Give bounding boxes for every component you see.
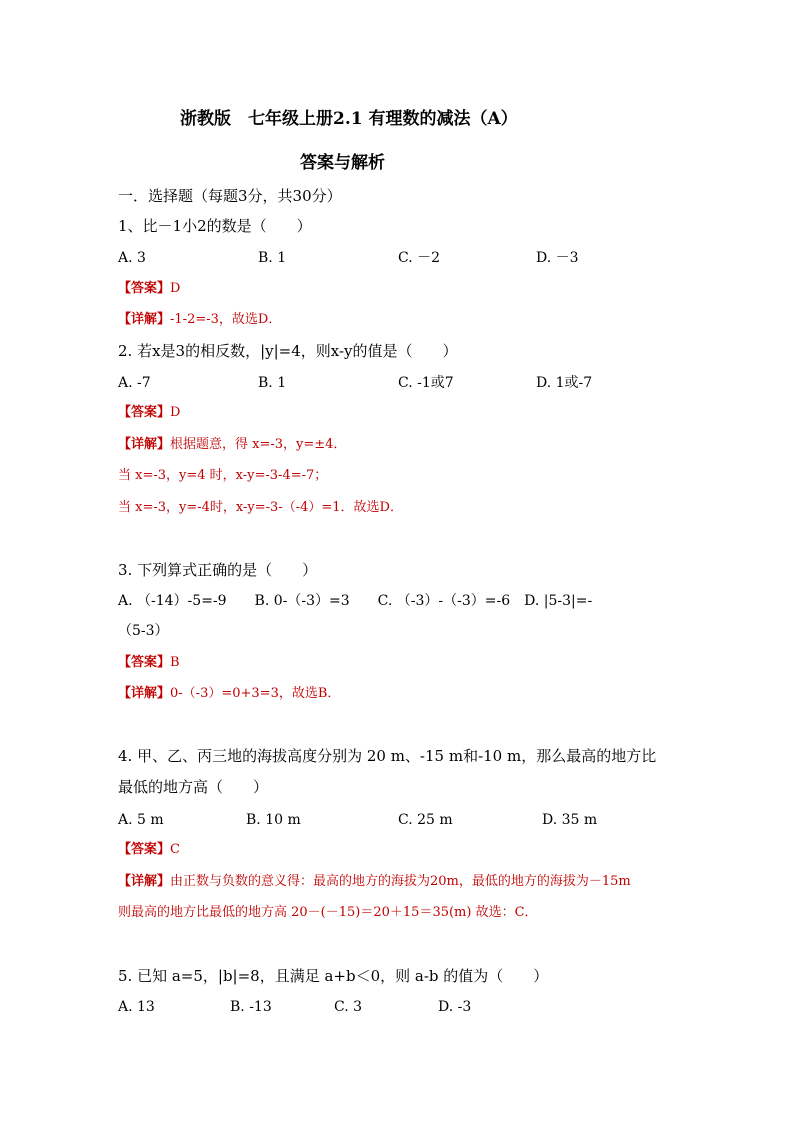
question-3-detail (118, 684, 340, 704)
document-title: 浙教版 七年级上册2.1 有理数的减法（A） (180, 109, 518, 129)
question-3-options: A. （-14）-5=-9 B. 0-（-3）=3 C. （-3）-（-3）=-6 D. |5-3|=- (118, 593, 593, 609)
option-d: D. －3 (536, 250, 579, 266)
question-4-detail (118, 872, 631, 892)
question-3-options-continued: （5-3） (118, 623, 169, 639)
detail-text: -1-2=-3，故选D． (170, 312, 282, 327)
option-c: C. -1或7 (398, 375, 454, 391)
option-d: D. -3 (438, 999, 472, 1015)
option-d: D. 1或-7 (536, 375, 593, 391)
detail-label: 【详解】 (118, 874, 171, 889)
option-b: B. 1 (258, 250, 287, 266)
question-4-detail-line-2: 则最高的地方比最低的地方高 20－(－15)＝20＋15＝35(m) 故选：C． (118, 905, 538, 920)
answer-label: 【答案】 (118, 405, 171, 420)
option-b: B. -13 (230, 999, 272, 1015)
question-1-stem: 1、比－1小2的数是（ ） (118, 217, 312, 235)
option-d: D. 35 m (542, 812, 598, 828)
question-2-detail-line-2: 当 x=-3，y=4 时，x-y=-3-4=-7； (118, 468, 328, 483)
option-a: A. -7 (118, 375, 151, 391)
question-1-detail (118, 310, 281, 330)
answer-label: 【答案】 (118, 842, 171, 857)
question-3-stem: 3. 下列算式正确的是（ ） (118, 561, 318, 579)
question-2-detail (118, 435, 346, 455)
answer-value: D (170, 281, 181, 296)
answer-label: 【答案】 (118, 655, 171, 670)
section-heading: 一．选择题（每题3分，共30分） (118, 187, 342, 205)
option-a: A. 3 (118, 250, 146, 266)
option-c: C. 3 (334, 999, 363, 1015)
detail-label: 【详解】 (118, 686, 171, 701)
question-5-stem: 5. 已知 a=5，|b|=8，且满足 a+b＜0，则 a-b 的值为（ ） (118, 967, 549, 985)
detail-text: 根据题意，得 x=-3，y=±4． (170, 437, 347, 452)
option-c: C. 25 m (398, 812, 453, 828)
answer-label: 【答案】 (118, 281, 171, 296)
answer-value: D (170, 405, 181, 420)
detail-label: 【详解】 (118, 312, 171, 327)
answer-value: C (170, 842, 180, 857)
option-b: B. 10 m (246, 812, 301, 828)
option-a: A. 5 m (118, 812, 164, 828)
question-2-answer (118, 403, 180, 423)
question-2-stem: 2. 若x是3的相反数，|y|=4，则x-y的值是（ ） (118, 342, 458, 360)
question-4-stem: 4. 甲、乙、丙三地的海拔高度分别为 20 m、-15 m和-10 m，那么最高的地方比 (118, 747, 657, 765)
option-a: A. 13 (118, 999, 155, 1015)
question-3-answer (118, 653, 180, 673)
detail-text: 由正数与负数的意义得：最高的地方的海拔为20m，最低的地方的海拔为－15m (170, 874, 631, 889)
answer-value: B (170, 655, 180, 670)
option-c: C. －2 (398, 250, 441, 266)
question-2-detail-line-3: 当 x=-3，y=-4时，x-y=-3-（-4）=1．故选D． (118, 500, 403, 515)
question-1-answer (118, 279, 180, 299)
question-4-answer (118, 840, 180, 860)
document-subtitle: 答案与解析 (300, 153, 385, 173)
detail-text: 0-（-3）=0+3=3，故选B． (170, 686, 341, 701)
detail-label: 【详解】 (118, 437, 171, 452)
option-b: B. 1 (258, 375, 287, 391)
question-4-stem-continued: 最低的地方高（ ） (118, 778, 269, 796)
